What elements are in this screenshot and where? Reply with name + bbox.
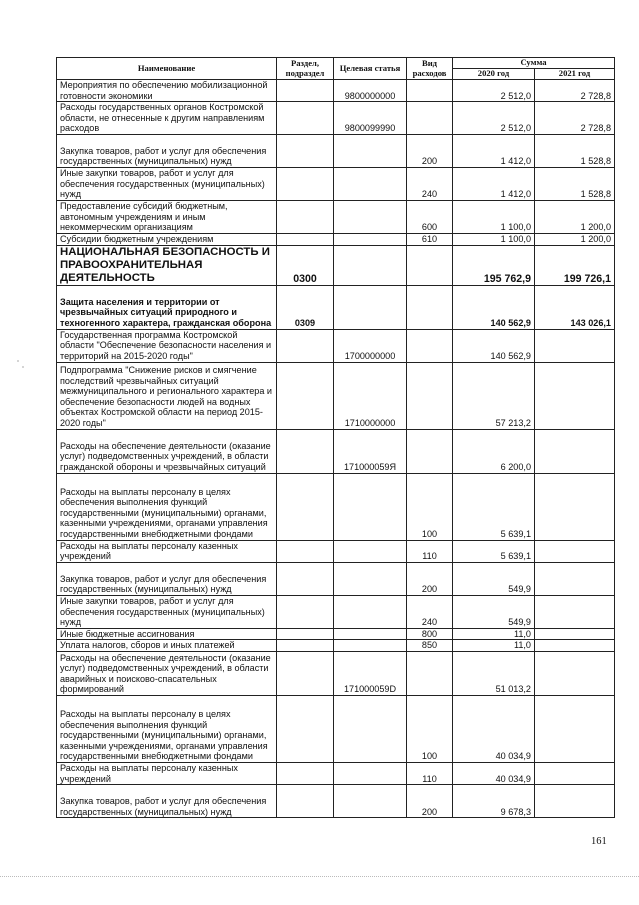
- col-header-year-2020: 2020 год: [453, 69, 535, 80]
- row-sum-2020: 40 034,9: [453, 695, 535, 762]
- row-sum-2020: 549,9: [453, 595, 535, 628]
- row-sum-2021: [535, 540, 615, 562]
- col-header-kind: Вид расходов: [407, 58, 453, 80]
- row-name: Закупка товаров, работ и услуг для обеспечения государственных (муниципальных) нужд: [57, 562, 277, 595]
- row-sum-2020: 2 512,0: [453, 80, 535, 102]
- row-sum-2020: 1 412,0: [453, 167, 535, 200]
- row-kind: [407, 362, 453, 429]
- row-name: Расходы на выплаты персоналу казенных учреждений: [57, 762, 277, 784]
- row-kind: [407, 429, 453, 473]
- page-number: 161: [591, 836, 607, 847]
- row-target: [334, 762, 407, 784]
- row-sum-2020: 2 512,0: [453, 102, 535, 135]
- row-name: Иные бюджетные ассигнования: [57, 628, 277, 640]
- row-kind: 200: [407, 562, 453, 595]
- row-target: 9800099990: [334, 102, 407, 135]
- scan-edge-divider: [0, 876, 639, 877]
- row-sum-2020: 6 200,0: [453, 429, 535, 473]
- row-kind: [407, 285, 453, 329]
- row-target: [334, 640, 407, 652]
- row-sum-2020: 549,9: [453, 562, 535, 595]
- row-sum-2020: 140 562,9: [453, 285, 535, 329]
- table-row: [57, 329, 615, 362]
- table-row-subsection-total: [57, 285, 615, 329]
- row-sum-2021: [535, 640, 615, 652]
- row-sum-2021: [535, 762, 615, 784]
- row-sum-2020: 40 034,9: [453, 762, 535, 784]
- row-sum-2020: 57 213,2: [453, 362, 535, 429]
- row-target: [334, 200, 407, 233]
- row-target: [334, 233, 407, 245]
- row-section: [277, 429, 334, 473]
- table-row: [57, 562, 615, 595]
- row-kind: 850: [407, 640, 453, 652]
- row-target: [334, 540, 407, 562]
- row-kind: 800: [407, 628, 453, 640]
- row-section: [277, 233, 334, 245]
- row-section: 0309: [277, 285, 334, 329]
- row-kind: 610: [407, 233, 453, 245]
- table-row: [57, 595, 615, 628]
- col-header-sum: Сумма: [453, 58, 615, 69]
- row-sum-2020: 1 100,0: [453, 233, 535, 245]
- row-name: Расходы на выплаты персоналу казенных учреждений: [57, 540, 277, 562]
- row-target: [334, 785, 407, 818]
- row-target: [334, 595, 407, 628]
- scan-speck: [17, 360, 19, 362]
- row-name: Расходы на выплаты персоналу в целях обеспечения выполнения функций государственными (муниципальными) органами, казенными учреждениями, органами управления государственными внебюджетными фондами: [57, 473, 277, 540]
- row-name: Подпрограмма "Снижение рисков и смягчение последствий чрезвычайных ситуаций межмуниципального и регионального характера и обеспечение безопасности людей на водных объектах Костромской области на период 2015-2020 годы": [57, 362, 277, 429]
- row-sum-2020: 1 412,0: [453, 134, 535, 167]
- row-target: [334, 134, 407, 167]
- row-sum-2020: 9 678,3: [453, 785, 535, 818]
- scan-speck: [22, 366, 24, 368]
- row-name: Закупка товаров, работ и услуг для обеспечения государственных (муниципальных) нужд: [57, 134, 277, 167]
- row-kind: 100: [407, 695, 453, 762]
- table-row: [57, 102, 615, 135]
- row-sum-2021: [535, 329, 615, 362]
- table-row: [57, 473, 615, 540]
- row-target: [334, 245, 407, 285]
- row-sum-2021: [535, 651, 615, 695]
- row-name: НАЦИОНАЛЬНАЯ БЕЗОПАСНОСТЬ И ПРАВООХРАНИТЕЛЬНАЯ ДЕЯТЕЛЬНОСТЬ: [57, 245, 277, 285]
- row-section: [277, 640, 334, 652]
- row-section: [277, 200, 334, 233]
- row-name: Субсидии бюджетным учреждениям: [57, 233, 277, 245]
- row-section: [277, 762, 334, 784]
- col-header-year-2021: 2021 год: [535, 69, 615, 80]
- table-row: [57, 695, 615, 762]
- row-sum-2021: 199 726,1: [535, 245, 615, 285]
- row-section: [277, 651, 334, 695]
- row-kind: 100: [407, 473, 453, 540]
- row-kind: 110: [407, 762, 453, 784]
- row-target: 1700000000: [334, 329, 407, 362]
- row-kind: [407, 80, 453, 102]
- row-section: [277, 362, 334, 429]
- row-section: [277, 102, 334, 135]
- table-row-section-total: [57, 245, 615, 285]
- table-row: [57, 640, 615, 652]
- row-target: [334, 695, 407, 762]
- row-section: [277, 785, 334, 818]
- row-sum-2020: 1 100,0: [453, 200, 535, 233]
- table-row: [57, 651, 615, 695]
- row-name: Мероприятия по обеспечению мобилизационной готовности экономики: [57, 80, 277, 102]
- row-section: 0300: [277, 245, 334, 285]
- row-kind: [407, 329, 453, 362]
- table-row: [57, 362, 615, 429]
- row-sum-2021: 2 728,8: [535, 80, 615, 102]
- row-target: [334, 167, 407, 200]
- row-kind: 200: [407, 785, 453, 818]
- row-name: Уплата налогов, сборов и иных платежей: [57, 640, 277, 652]
- row-target: [334, 562, 407, 595]
- row-section: [277, 473, 334, 540]
- row-section: [277, 167, 334, 200]
- row-name: Расходы государственных органов Костромской области, не отнесенные к другим направлениям расходов: [57, 102, 277, 135]
- table-row: [57, 134, 615, 167]
- row-sum-2020: 195 762,9: [453, 245, 535, 285]
- row-sum-2021: [535, 785, 615, 818]
- col-header-section: Раздел, подраздел: [277, 58, 334, 80]
- row-kind: 240: [407, 167, 453, 200]
- row-target: 1710000000: [334, 362, 407, 429]
- row-section: [277, 695, 334, 762]
- row-section: [277, 562, 334, 595]
- row-sum-2021: 143 026,1: [535, 285, 615, 329]
- row-sum-2021: [535, 429, 615, 473]
- row-kind: 200: [407, 134, 453, 167]
- row-sum-2021: 1 200,0: [535, 233, 615, 245]
- row-name: Расходы на выплаты персоналу в целях обеспечения выполнения функций государственными (муниципальными) органами, казенными учреждениями, органами управления государственными внебюджетными фондами: [57, 695, 277, 762]
- row-sum-2021: [535, 362, 615, 429]
- row-name: Предоставление субсидий бюджетным, автономным учреждениям и иным некоммерческим организациям: [57, 200, 277, 233]
- row-sum-2020: 140 562,9: [453, 329, 535, 362]
- row-name: Иные закупки товаров, работ и услуг для обеспечения государственных (муниципальных) нужд: [57, 595, 277, 628]
- row-name: Государственная программа Костромской области "Обеспечение безопасности населения и территорий на 2015-2020 годы": [57, 329, 277, 362]
- row-name: Иные закупки товаров, работ и услуг для обеспечения государственных (муниципальных) нужд: [57, 167, 277, 200]
- table-row: [57, 167, 615, 200]
- row-sum-2021: [535, 628, 615, 640]
- row-target: [334, 285, 407, 329]
- row-kind: [407, 102, 453, 135]
- table-row: [57, 628, 615, 640]
- row-name: Расходы на обеспечение деятельности (оказание услуг) подведомственных учреждений, в области гражданской обороны и чрезвычайных ситуаций: [57, 429, 277, 473]
- row-kind: 600: [407, 200, 453, 233]
- row-target: [334, 473, 407, 540]
- row-sum-2020: 51 013,2: [453, 651, 535, 695]
- row-kind: 110: [407, 540, 453, 562]
- table-row: [57, 80, 615, 102]
- row-name: Расходы на обеспечение деятельности (оказание услуг) подведомственных учреждений, в области аварийных и поисково-спасательных формирований: [57, 651, 277, 695]
- row-kind: [407, 245, 453, 285]
- row-target: 171000059Я: [334, 429, 407, 473]
- row-sum-2020: 11,0: [453, 628, 535, 640]
- col-header-name: Наименование: [57, 58, 277, 80]
- row-section: [277, 134, 334, 167]
- table-row: [57, 785, 615, 818]
- row-kind: 240: [407, 595, 453, 628]
- row-sum-2020: 5 639,1: [453, 540, 535, 562]
- row-sum-2021: 1 528,8: [535, 134, 615, 167]
- row-target: 9800000000: [334, 80, 407, 102]
- row-target: 171000059D: [334, 651, 407, 695]
- row-target: [334, 628, 407, 640]
- row-sum-2021: 2 728,8: [535, 102, 615, 135]
- row-sum-2021: [535, 473, 615, 540]
- row-section: [277, 595, 334, 628]
- row-sum-2021: 1 528,8: [535, 167, 615, 200]
- row-sum-2021: [535, 595, 615, 628]
- budget-table: [56, 57, 615, 818]
- row-name: Защита населения и территории от чрезвычайных ситуаций природного и техногенного характера, гражданская оборона: [57, 285, 277, 329]
- row-section: [277, 80, 334, 102]
- row-sum-2021: [535, 562, 615, 595]
- row-sum-2021: [535, 695, 615, 762]
- row-section: [277, 540, 334, 562]
- row-section: [277, 329, 334, 362]
- row-name: Закупка товаров, работ и услуг для обеспечения государственных (муниципальных) нужд: [57, 785, 277, 818]
- row-sum-2020: 5 639,1: [453, 473, 535, 540]
- row-sum-2021: 1 200,0: [535, 200, 615, 233]
- table-row: [57, 762, 615, 784]
- table-row: [57, 540, 615, 562]
- table-row: [57, 200, 615, 233]
- table-row: [57, 429, 615, 473]
- table-row: [57, 233, 615, 245]
- row-section: [277, 628, 334, 640]
- col-header-target: Целевая статья: [334, 58, 407, 80]
- row-sum-2020: 11,0: [453, 640, 535, 652]
- row-kind: [407, 651, 453, 695]
